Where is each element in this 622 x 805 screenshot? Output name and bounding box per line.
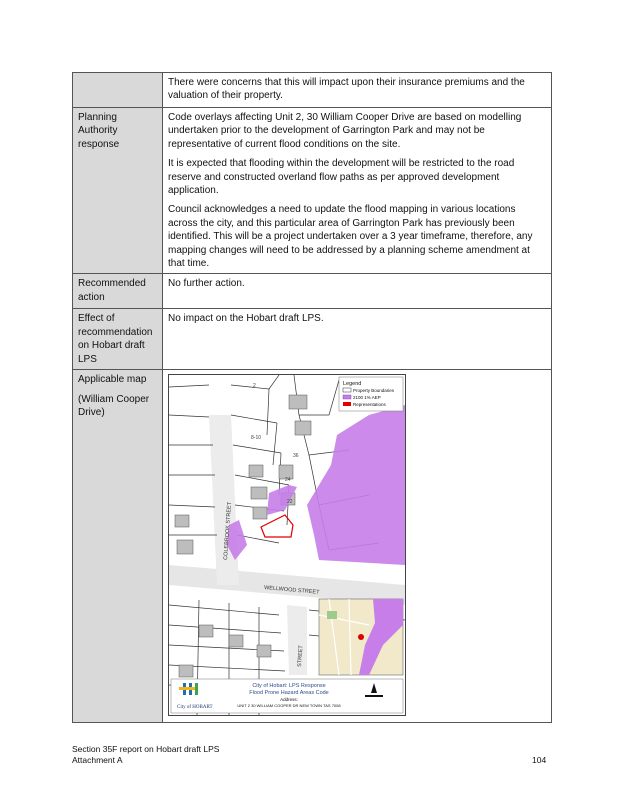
page-number: 104 <box>532 755 547 765</box>
paragraph: Code overlays affecting Unit 2, 30 William Cooper Drive are based on modelling undertaken prior to the development of Garrington Park and may not be representative of current flood conditions on the site. <box>168 112 522 150</box>
legend-swatch-representation <box>343 402 351 406</box>
map-row-sublabel: (William Cooper Drive) <box>78 393 150 419</box>
row-content <box>163 309 552 370</box>
legend-swatch-flood <box>343 395 351 399</box>
paragraph: No further action. <box>168 278 245 290</box>
footer-line: Attachment A <box>72 755 123 765</box>
inset-map <box>319 599 403 675</box>
footer-line: Section 35F report on Hobart draft LPS <box>72 744 220 754</box>
table-row <box>73 73 552 108</box>
paragraph: No impact on the Hobart draft LPS. <box>168 313 324 325</box>
footer <box>72 744 219 766</box>
legend-swatch-boundaries <box>343 388 351 392</box>
legend-item: Representations <box>353 402 386 408</box>
map-row-label: Applicable map <box>78 374 147 386</box>
map-graphic <box>169 375 405 715</box>
row-label: Recommended action <box>73 274 163 309</box>
paragraph: There were concerns that this will impact upon their insurance premiums and the valuation of their property. <box>168 77 525 102</box>
row-label <box>73 73 163 108</box>
row-content <box>163 370 552 723</box>
row-content <box>163 274 552 309</box>
street-label: STREET <box>297 645 305 668</box>
street-label: COLEBROOK STREET <box>223 502 234 561</box>
logo-text: City of HOBART <box>177 705 213 711</box>
location-marker <box>358 634 364 640</box>
table-row <box>73 370 552 723</box>
flood-map <box>168 374 406 716</box>
legend-item: 2100 1% AEP <box>353 395 381 401</box>
lot-number: 2 <box>253 383 256 390</box>
map-title: City of Hobart: LPS Response <box>252 683 326 690</box>
row-label: Planning Authority response <box>73 108 163 274</box>
row-content <box>163 108 552 274</box>
paragraph: It is expected that flooding within the development will be restricted to the road reserve and constructed overland flow paths as per approved development application. <box>168 158 515 197</box>
lot-number: 36 <box>293 453 299 460</box>
lot-number: 24 <box>285 477 291 484</box>
table-row <box>73 309 552 370</box>
address-value: UNIT 2 30 WILLIAM COOPER DR NEW TOWN TAS 7008 <box>237 703 341 709</box>
row-label: Effect of recommendation on Hobart draft LPS <box>73 309 163 370</box>
lot-number: 8-10 <box>251 435 262 442</box>
legend-item: Property Boundaries <box>353 388 395 394</box>
table-row <box>73 108 552 274</box>
legend-title: Legend <box>343 381 362 388</box>
lot-number: 22 <box>287 499 293 506</box>
report-table <box>72 72 552 723</box>
row-content <box>163 73 552 108</box>
paragraph: Council acknowledges a need to update the flood mapping in various locations across the city, and this particular area of Garrington Park has previously been identified. This will be a project undertaken over a 3 year timeframe, therefore, any mapping changes will need to be addressed by a planning scheme amendment at that time. <box>168 204 533 270</box>
table-row <box>73 274 552 309</box>
map-subtitle: Flood Prone Hazard Areas Code <box>249 690 329 697</box>
row-label <box>73 370 163 723</box>
street-label: WELLWOOD STREET <box>263 585 320 597</box>
address-label: Address: <box>280 697 298 703</box>
